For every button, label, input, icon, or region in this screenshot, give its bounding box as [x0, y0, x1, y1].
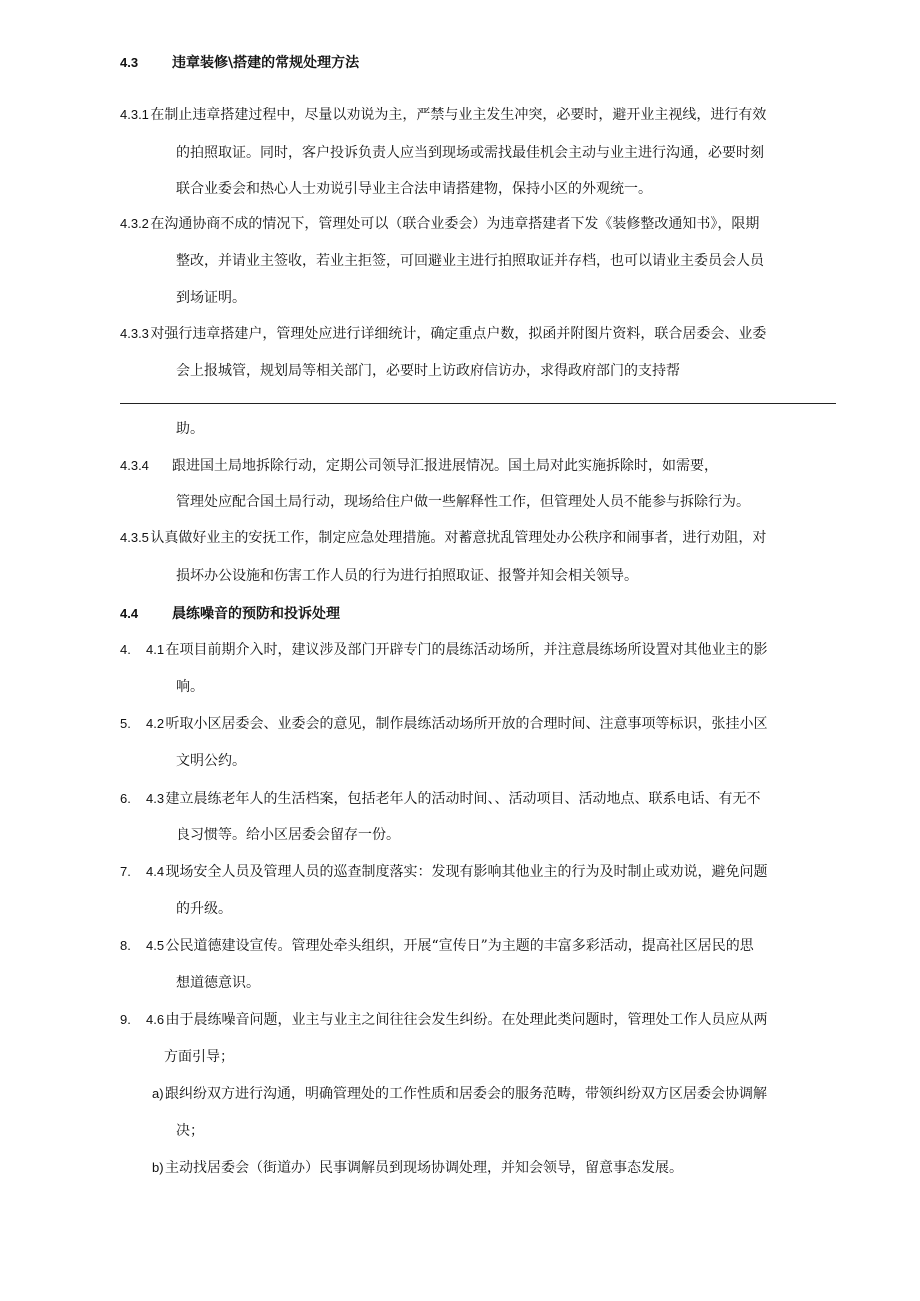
paragraph-4-3-3-line-3: 助。 — [176, 421, 204, 437]
list-item-line-1 — [120, 862, 767, 882]
list-item-line-2: 响。 — [176, 679, 204, 695]
list-item-line-2: 方面引导； — [164, 1049, 234, 1065]
list-item-line-2: 良习惯等。给小区居委会留存一份。 — [176, 827, 400, 843]
list-text: 由于晨练噪音问题，业主与业主之间往往会发生纠纷。在处理此类问题时，管理处工作人员应从两 — [165, 1012, 768, 1028]
list-index: 4. — [120, 642, 131, 657]
list-index: 9. — [120, 1012, 131, 1027]
paragraph-4-3-5-line-1 — [120, 528, 766, 548]
paragraph-number: 4.3.4 — [120, 458, 149, 473]
list-number: 4.3 — [146, 791, 165, 806]
paragraph-number: 4.3.3 — [120, 326, 149, 341]
list-item-line-2: 文明公约。 — [176, 753, 246, 769]
sub-item-text: 主动找居委会（街道办）民事调解员到现场协调处理，并知会领导，留意事态发展。 — [164, 1160, 683, 1176]
sub-item-label: b) — [152, 1160, 164, 1175]
paragraph-4-3-5-line-2: 损坏办公设施和伤害工作人员的行为进行拍照取证、报警并知会相关领导。 — [176, 568, 638, 584]
list-number: 4.6 — [146, 1012, 165, 1027]
list-item-line-1 — [120, 640, 767, 660]
paragraph-number: 4.3.5 — [120, 530, 149, 545]
list-item-line-1 — [120, 789, 760, 809]
section-title: 晨练噪音的预防和投诉处理 — [172, 606, 340, 622]
list-text: 建立晨练老年人的生活档案，包括老年人的活动时间、、活动项目、活动地点、联系电话、有无不 — [165, 791, 761, 807]
list-item-line-1 — [120, 714, 767, 734]
sub-item-a-line-1 — [152, 1084, 767, 1104]
paragraph-4-3-2-line-3: 到场证明。 — [176, 290, 246, 306]
sub-item-text: 跟纠纷双方进行沟通，明确管理处的工作性质和居委会的服务范畴，带领纠纷双方区居委会协调解 — [164, 1086, 767, 1102]
list-text: 公民道德建设宣传。管理处牵头组织，开展“宣传日”为主题的丰富多彩活动，提高社区居民的思 — [165, 938, 754, 954]
paragraph-text: 认真做好业主的安抚工作，制定应急处理措施。对蓄意扰乱管理处办公秩序和闹事者，进行劝阻，对 — [150, 530, 767, 546]
paragraph-text: 在制止违章搭建过程中，尽量以劝说为主，严禁与业主发生冲突，必要时，避开业主视线，进行有效 — [150, 107, 767, 123]
list-index: 7. — [120, 864, 131, 879]
paragraph-4-3-2-line-2: 整改，并请业主签收，若业主拒签，可回避业主进行拍照取证并存档，也可以请业主委员会人员 — [176, 253, 764, 269]
list-number: 4.2 — [146, 716, 165, 731]
list-text: 现场安全人员及管理人员的巡查制度落实：发现有影响其他业主的行为及时制止或劝说，避免问题 — [165, 864, 768, 880]
list-text: 听取小区居委会、业委会的意见，制作晨练活动场所开放的合理时间、注意事项等标识，张挂小区 — [165, 716, 768, 732]
section-number: 4.4 — [120, 606, 139, 621]
paragraph-number: 4.3.1 — [120, 107, 149, 122]
list-item-line-2: 的升级。 — [176, 901, 232, 917]
list-index: 6. — [120, 791, 131, 806]
list-index: 5. — [120, 716, 131, 731]
sub-item-a-line-2: 决； — [176, 1123, 204, 1139]
paragraph-4-3-3-line-2: 会上报城管，规划局等相关部门，必要时上访政府信访办，求得政府部门的支持帮 — [176, 363, 680, 379]
section-title: 违章装修\搭建的常规处理方法 — [172, 55, 360, 71]
section-number: 4.3 — [120, 55, 139, 70]
paragraph-text: 对强行违章搭建户，管理处应进行详细统计，确定重点户数，拟函并附图片资料，联合居委会、业委 — [150, 326, 767, 342]
section-heading-4-4 — [120, 603, 340, 623]
paragraph-number: 4.3.2 — [120, 216, 149, 231]
list-number: 4.1 — [146, 642, 165, 657]
section-heading-4-3 — [120, 52, 359, 72]
paragraph-4-3-1-line-3: 联合业委会和热心人士劝说引导业主合法申请搭建物，保持小区的外观统一。 — [176, 181, 652, 197]
list-number: 4.5 — [146, 938, 165, 953]
paragraph-4-3-3-line-1 — [120, 324, 766, 344]
page-break-rule — [120, 403, 836, 404]
paragraph-text: 跟进国土局地拆除行动，定期公司领导汇报进展情况。国土局对此实施拆除时，如需要， — [172, 458, 718, 474]
list-index: 8. — [120, 938, 131, 953]
paragraph-4-3-1-line-1 — [120, 105, 836, 125]
list-number: 4.4 — [146, 864, 165, 879]
sub-item-b-line-1 — [152, 1158, 683, 1178]
paragraph-4-3-4-line-2: 管理处应配合国土局行动，现场给住户做一些解释性工作，但管理处人员不能参与拆除行为。 — [176, 494, 750, 510]
list-item-line-1 — [120, 936, 754, 956]
list-item-line-2: 想道德意识。 — [176, 975, 260, 991]
paragraph-4-3-4-line-1 — [120, 456, 718, 476]
sub-item-label: a) — [152, 1086, 164, 1101]
list-item-line-1 — [120, 1010, 767, 1030]
paragraph-4-3-2-line-1 — [120, 214, 759, 234]
list-text: 在项目前期介入时，建议涉及部门开辟专门的晨练活动场所，并注意晨练场所设置对其他业主的影 — [165, 642, 768, 658]
paragraph-4-3-1-line-2: 的拍照取证。同时，客户投诉负责人应当到现场或需找最佳机会主动与业主进行沟通，必要时刻 — [176, 145, 764, 161]
paragraph-text: 在沟通协商不成的情况下，管理处可以（联合业委会）为违章搭建者下发《装修整改通知书》，限期 — [150, 216, 760, 232]
